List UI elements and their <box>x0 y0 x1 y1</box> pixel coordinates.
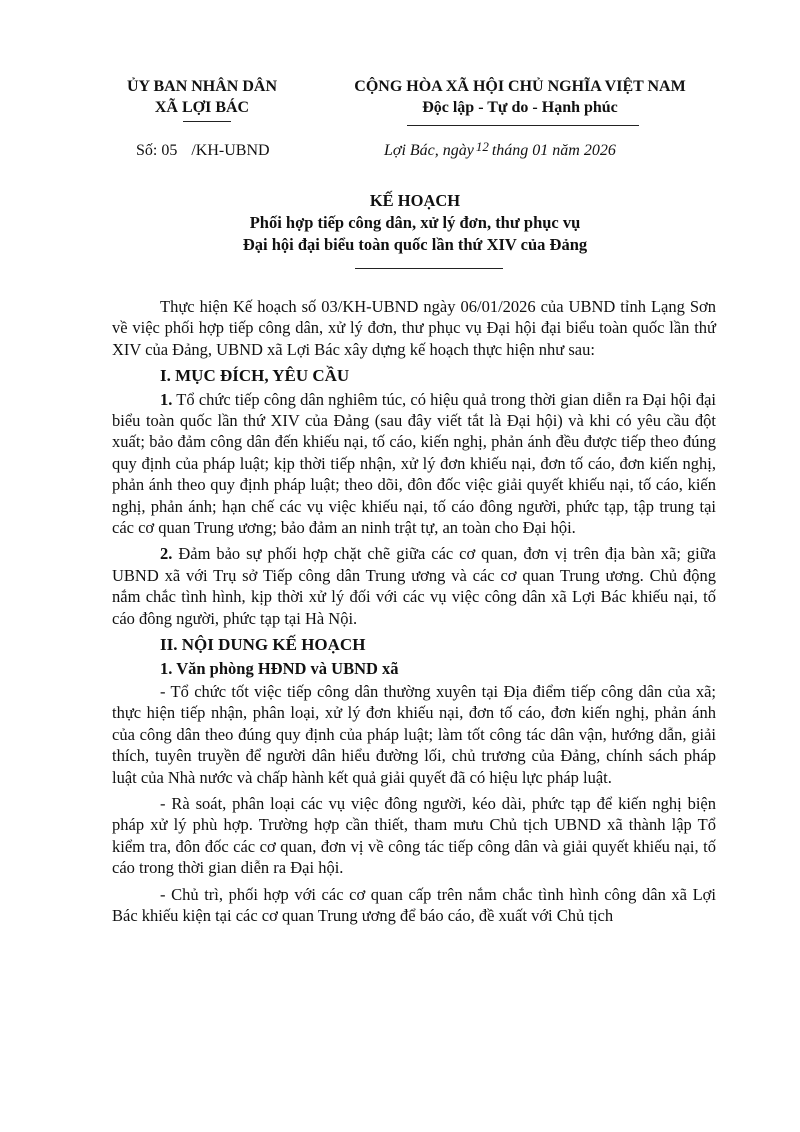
motto-underline <box>407 125 639 126</box>
national-motto <box>320 76 720 118</box>
task-bullet-1: - Tổ chức tốt việc tiếp công dân thường xuyên tại Địa điểm tiếp công dân của xã; thực hiện tiếp nhận, phân loại, xử lý đơn khiếu nại, đơn tố cáo, đơn kiến nghị, phản ánh của công dân theo đúng quy định của pháp luật; làm tốt công tác dân vận, hướng dẫn, giải thích, tuyên truyền để người dân hiểu đường lối, chủ trương của Đảng, chính sách pháp luật của Nhà nước và chấp hành kết quả giải quyết đã có hiệu lực pháp luật. <box>112 681 716 787</box>
date-day: 12 <box>475 139 489 154</box>
agency-name-line1: ỦY BAN NHÂN DÂN <box>126 78 278 95</box>
subsection-heading-office: 1. Văn phòng HĐND và UBND xã <box>160 658 399 678</box>
purpose-item-2 <box>112 543 716 629</box>
task-bullet-2: - Rà soát, phân loại các vụ việc đông người, kéo dài, phức tạp để kiến nghị biện pháp xử lý phù hợp. Trường hợp cần thiết, tham mưu Chủ tịch UBND xã thành lập Tổ kiểm tra, đôn đốc các cơ quan, đơn vị về công tác tiếp công dân và giải quyết khiếu nại, tố cáo trong thời gian diễn ra Đại hội. <box>112 793 716 878</box>
date-place: Lợi Bác, ngày <box>384 142 474 159</box>
nation-name: CỘNG HÒA XÃ HỘI CHỦ NGHĨA VIỆT NAM <box>354 78 686 95</box>
item-text: Đảm bảo sự phối hợp chặt chẽ giữa các cơ quan, đơn vị trên địa bàn xã; giữa UBND xã với Trụ sở Tiếp công dân Trung ương và các cơ quan Trung ương. Chủ động nắm chắc tình hình, kịp thời xử lý đối với các vụ việc công dân xã Lợi Bác khiếu nại, tố cáo đông người, phức tạp tại Hà Nội. <box>112 544 716 628</box>
item-number: 2. <box>160 544 173 564</box>
motto: Độc lập - Tự do - Hạnh phúc <box>422 99 618 116</box>
item-text: Tổ chức tiếp công dân nghiêm túc, có hiệu quả trong thời gian diễn ra Đại hội đại biểu toàn quốc lần thứ XIV của Đảng (sau đây viết tắt là Đại hội) và khi có yêu cầu đột xuất; bảo đảm công dân đến khiếu nại, tố cáo, kiến nghị, phản ánh đều được tiếp theo đúng quy định của pháp luật; kịp thời tiếp nhận, xử lý đơn khiếu nại, đơn tố cáo, đơn kiến nghị, phản ánh theo quy định pháp luật; theo dõi, đôn đốc việc giải quyết khiếu nại, tố cáo, kiến nghị, phản ánh; hạn chế các vụ việc khiếu nại, tố cáo đông người, phức tạp, tập trung tại các cơ quan Trung ương; bảo đảm an ninh trật tự, an toàn cho Đại hội. <box>112 389 716 538</box>
issuing-agency <box>112 76 292 118</box>
document-body <box>112 296 716 931</box>
document-title <box>100 190 730 256</box>
item-number: 1. <box>160 389 173 409</box>
document-number <box>136 142 270 160</box>
title-line1: Phối hợp tiếp công dân, xử lý đơn, thư phục vụ <box>249 213 581 232</box>
title-underline <box>355 268 503 269</box>
date-rest: tháng 01 năm 2026 <box>491 142 616 159</box>
agency-name-line2: XÃ LỢI BÁC <box>154 99 250 116</box>
document-number-prefix: Số: 05 <box>136 142 178 159</box>
intro-paragraph: Thực hiện Kế hoạch số 03/KH-UBND ngày 06/01/2026 của UBND tỉnh Lạng Sơn về việc phối hợp tiếp công dân, xử lý đơn, thư phục vụ Đại hội đại biểu toàn quốc lần thứ XIV của Đảng, UBND xã Lợi Bác xây dựng kế hoạch thực hiện như sau: <box>112 297 716 359</box>
section-heading-purpose: I. MỤC ĐÍCH, YÊU CẦU <box>160 366 350 386</box>
date-line <box>384 139 616 160</box>
purpose-item-1 <box>112 389 716 539</box>
section-heading-content: II. NỘI DUNG KẾ HOẠCH <box>160 635 366 655</box>
agency-underline <box>183 121 231 122</box>
title-line2: Đại hội đại biểu toàn quốc lần thứ XIV của Đảng <box>242 235 588 254</box>
task-bullet-3: - Chủ trì, phối hợp với các cơ quan cấp trên nắm chắc tình hình công dân xã Lợi Bác khiếu kiện tại các cơ quan Trung ương để báo cáo, đề xuất với Chủ tịch <box>112 884 716 925</box>
document-type: KẾ HOẠCH <box>369 191 461 210</box>
document-number-suffix: /KH-UBND <box>191 142 270 159</box>
